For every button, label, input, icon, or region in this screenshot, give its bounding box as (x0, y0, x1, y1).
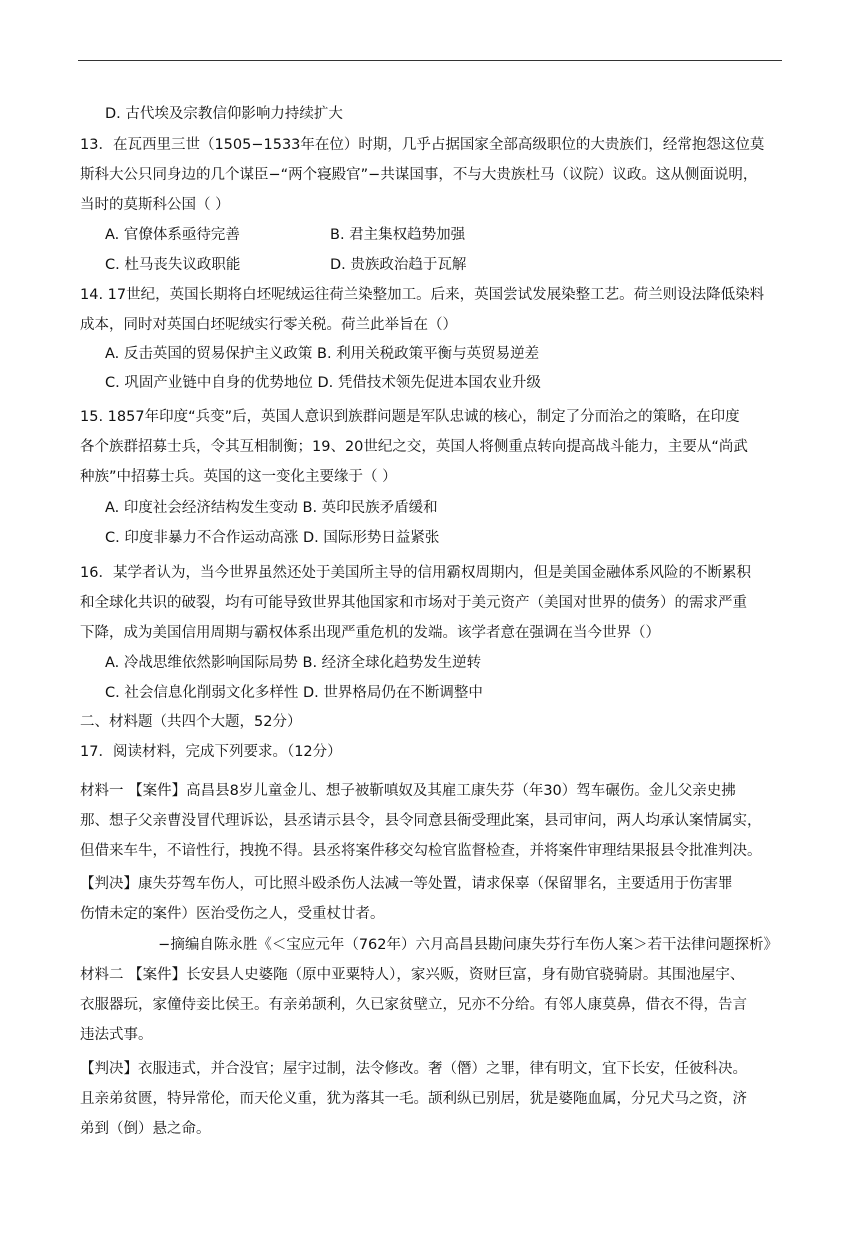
q15-line-3: 种族”中招募士兵。英国的这一变化主要缘于（ ） (80, 469, 397, 485)
material-1-source: −摘编自陈永胜《＜宝应元年（762年）六月高昌县勘问康失芬行车伤人案＞若干法律问题探析》 (158, 937, 778, 953)
q17-prompt: 17．阅读材料，完成下列要求。（12分） (80, 744, 342, 760)
material-2-line-3: 违法式事。 (80, 1027, 153, 1043)
material-2-verdict-1: 【判决】衣服违式，并合没官；屋宇过制，法令修改。奢（僭）之罪，律有明文，宜下长安，任彼科决。 (80, 1061, 747, 1077)
q13-option-b: B. 君主集权趋势加强 (330, 227, 466, 243)
material-2-verdict-2: 且亲弟贫匮，特异常伦，而天伦义重，犹为落其一毛。颉利纵已别居，犹是婆陁血属，分兄犬马之资，济 (80, 1091, 747, 1107)
material-2-line-2: 衣服器玩，家僮侍妾比侯王。有亲弟颉利，久已家贫壁立，兄亦不分给。有邻人康莫鼻，借衣不得，告言 (80, 997, 747, 1013)
section-heading: 二、材料题（共四个大题，52分） (80, 714, 302, 730)
q15-options-ab: A. 印度社会经济结构发生变动 B. 英印民族矛盾缓和 (105, 500, 438, 516)
material-2-verdict-3: 弟到（倒）悬之命。 (80, 1121, 211, 1137)
header-rule (78, 60, 782, 61)
q16-options-ab: A. 冷战思维依然影响国际局势 B. 经济全球化趋势发生逆转 (105, 655, 482, 671)
material-2-line-1: 材料二 【案件】长安县人史婆陁（原中亚粟特人），家兴贩，资财巨富，身有勋官骁骑尉。其围池屋宇、 (80, 967, 745, 983)
material-1-verdict-1: 【判决】康失芬驾车伤人，可比照斗殴杀伤人法减一等处置，请求保辜（保留罪名，主要适用于伤害罪 (80, 876, 733, 892)
q13-option-c: C. 杜马丧失议政职能 (105, 257, 241, 273)
q13-line-1: 13．在瓦西里三世（1505−1533年在位）时期，几乎占据国家全部高级职位的大贵族们，经常抱怨这位莫 (80, 137, 765, 153)
q16-line-3: 下降，成为美国信用周期与霸权体系出现严重危机的发端。该学者意在强调在当今世界（） (80, 625, 660, 641)
q16-options-cd: C. 社会信息化削弱文化多样性 D. 世界格局仍在不断调整中 (105, 685, 483, 701)
q13-option-a: A. 官僚体系亟待完善 (105, 227, 240, 243)
q15-options-cd: C. 印度非暴力不合作运动高涨 D. 国际形势日益紧张 (105, 530, 440, 546)
material-1-line-3: 但借来车牛，不谙性行，拽挽不得。县丞将案件移交勾检官监督检查，并将案件审理结果报县令批准判决。 (80, 843, 762, 859)
material-1-line-2: 那、想子父亲曹没冒代理诉讼，县丞请示县令，县令同意县衙受理此案，县司审问，两人均承认案情属实， (80, 813, 762, 829)
q13-line-2: 斯科大公只同身边的几个谋臣−“两个寝殿官”−共谋国事，不与大贵族杜马（议院）议政。这从侧面说明， (80, 167, 758, 183)
q16-line-1: 16．某学者认为，当今世界虽然还处于美国所主导的信用霸权周期内，但是美国金融体系风险的不断累积 (80, 565, 751, 581)
q16-line-2: 和全球化共识的破裂，均有可能导致世界其他国家和市场对于美元资产（美国对世界的债务）的需求严重 (80, 595, 747, 611)
q15-line-1: 15. 1857年印度“兵变”后，英国人意识到族群问题是军队忠诚的核心，制定了分而治之的策略，在印度 (80, 409, 740, 425)
material-1-verdict-2: 伤情未定的案件）医治受伤之人，受重杖廿者。 (80, 906, 385, 922)
q14-line-1: 14. 17世纪，英国长期将白坯呢绒运往荷兰染整加工。后来，英国尝试发展染整工艺。荷兰则设法降低染料 (80, 287, 765, 303)
q15-line-2: 各个族群招募士兵，令其互相制衡；19、20世纪之交，英国人将侧重点转向提高战斗能力，主要从“尚武 (80, 439, 748, 455)
material-1-line-1: 材料一 【案件】高昌县8岁儿童金儿、想子被靳嗔奴及其雇工康失芬（年30）驾车碾伤。金儿父亲史拂 (80, 783, 736, 799)
q13-option-d: D. 贵族政治趋于瓦解 (330, 257, 467, 273)
q14-options-cd: C. 巩固产业链中自身的优势地位 D. 凭借技术领先促进本国农业升级 (105, 375, 541, 391)
q13-line-3: 当时的莫斯科公国（ ） (80, 197, 230, 213)
q14-line-2: 成本，同时对英国白坯呢绒实行零关税。荷兰此举旨在（） (80, 317, 457, 333)
q12-option-d: D. 古代埃及宗教信仰影响力持续扩大 (105, 106, 343, 122)
q14-options-ab: A. 反击英国的贸易保护主义政策 B. 利用关税政策平衡与英贸易逆差 (105, 346, 540, 362)
